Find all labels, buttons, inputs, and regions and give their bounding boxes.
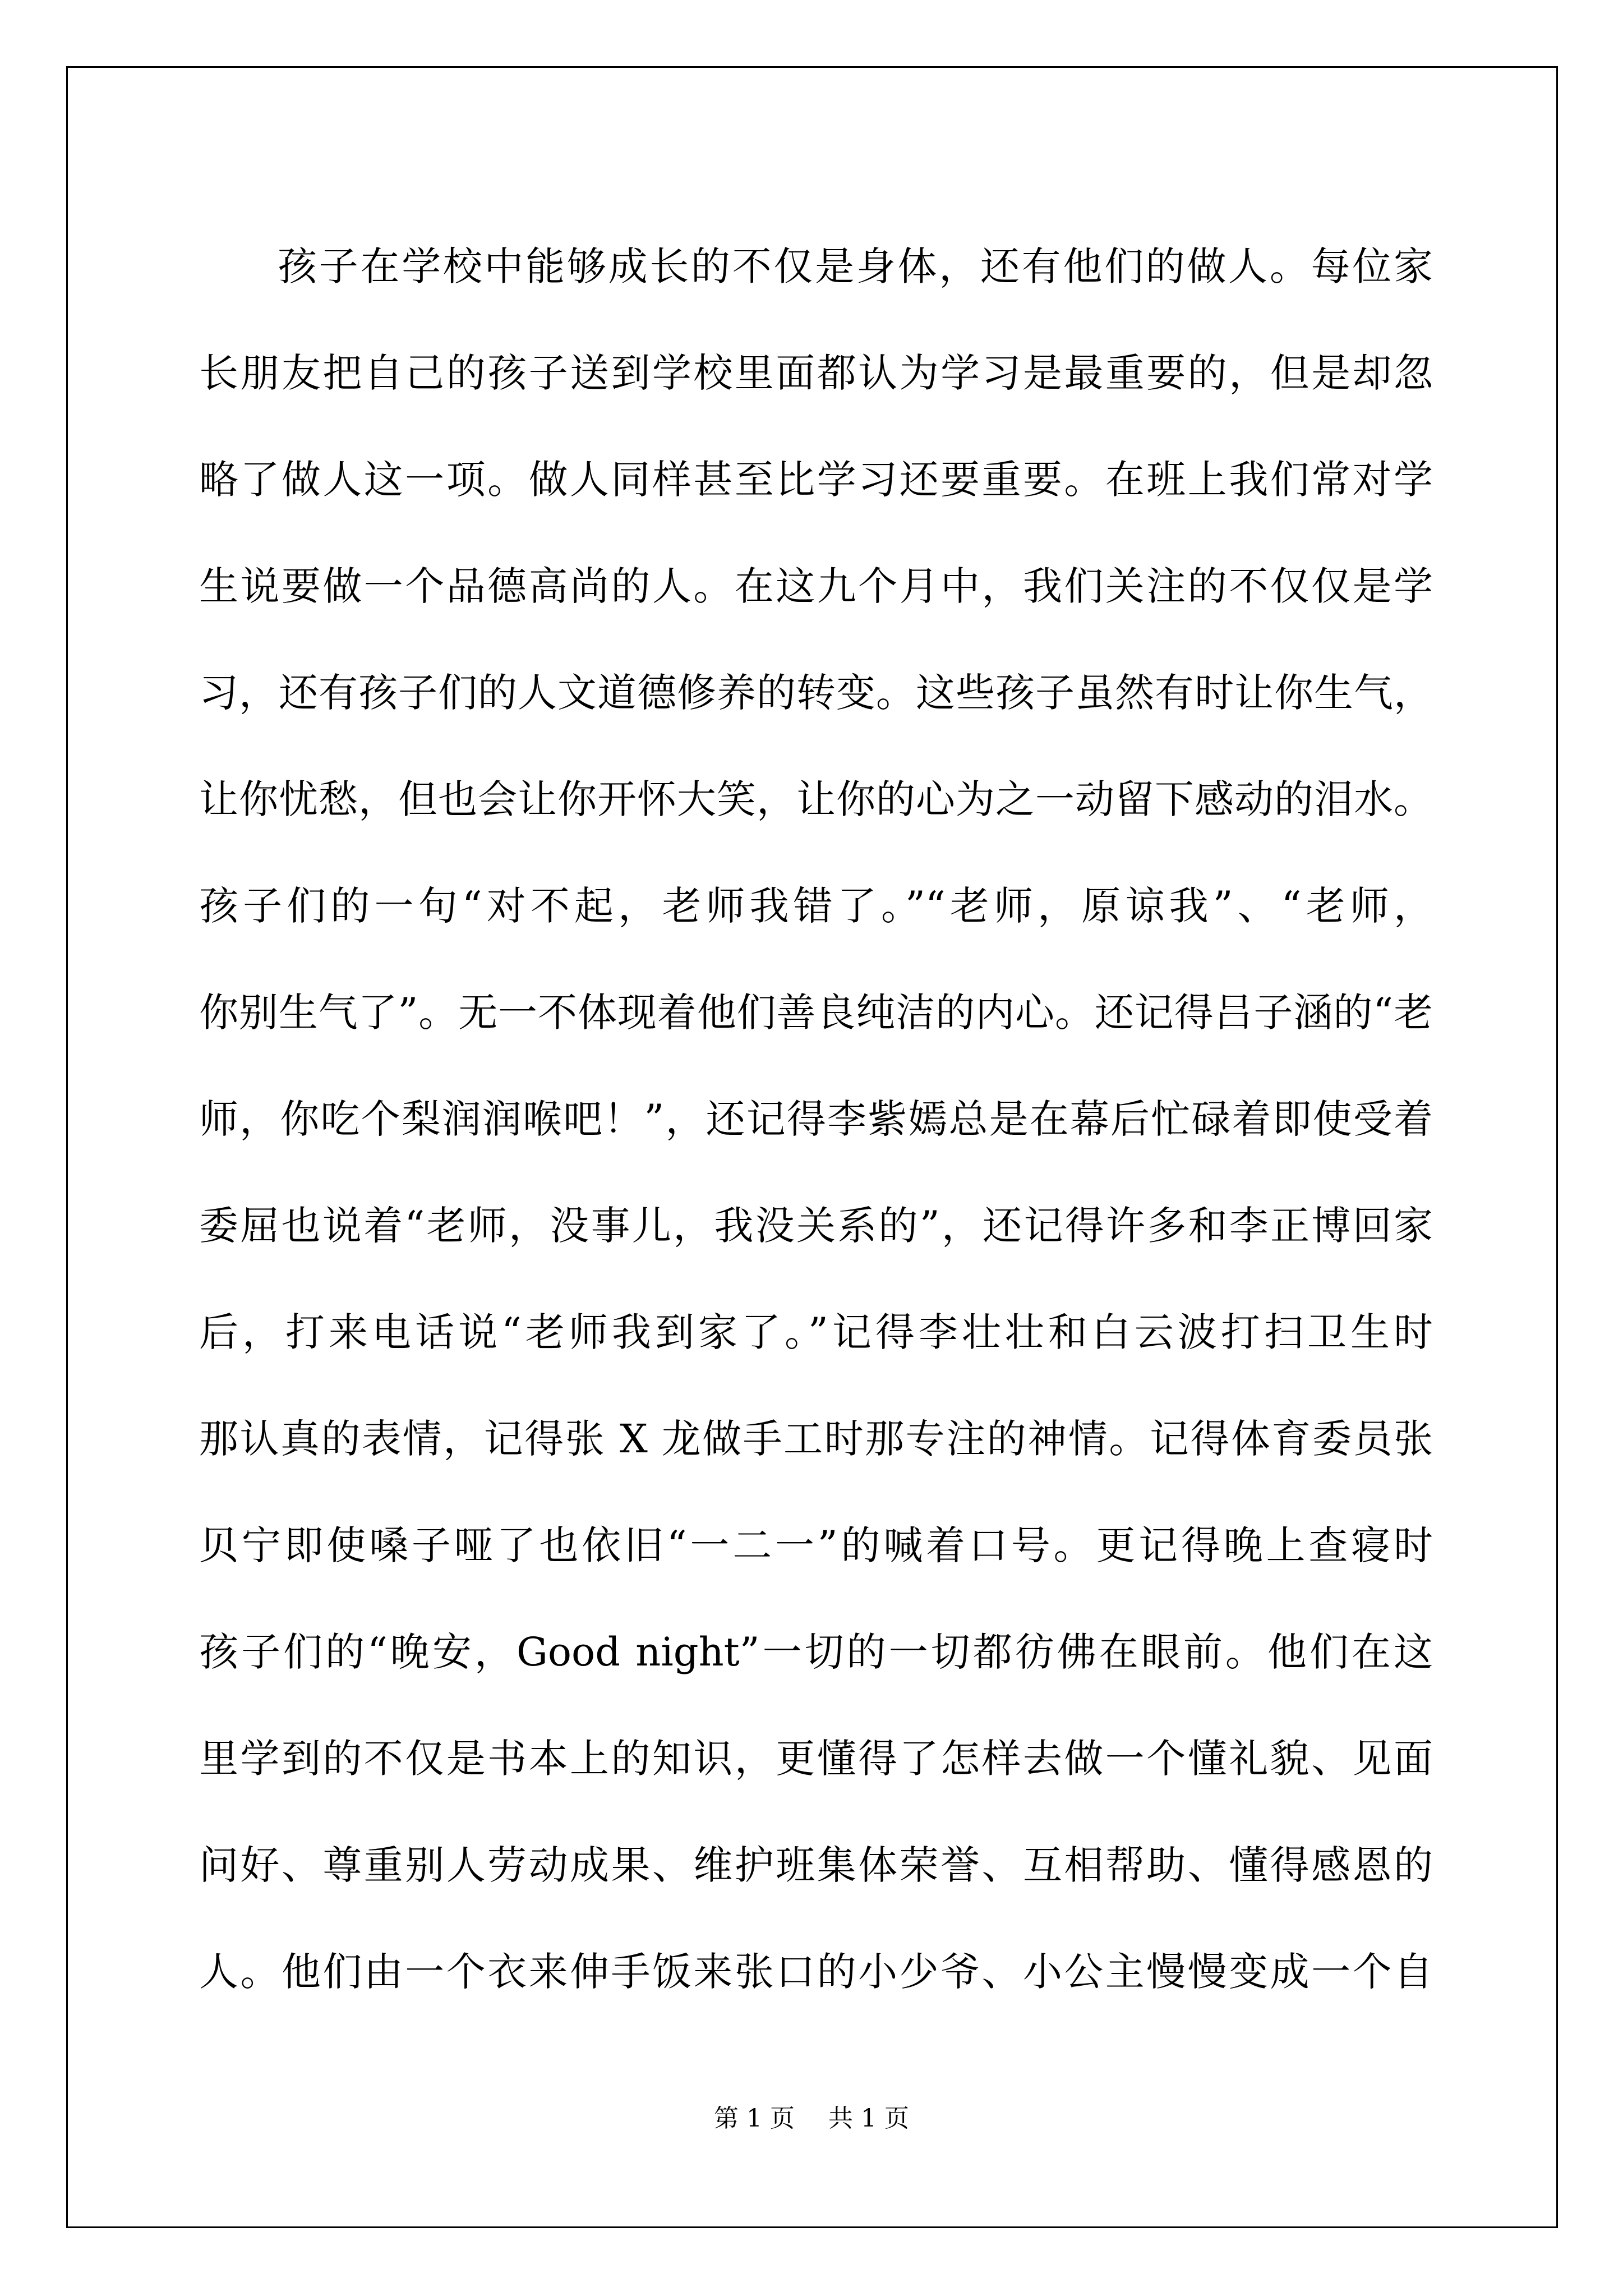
- paragraph-line: 贝宁即使嗓子哑了也依旧“一二一”的喊着口号。更记得晚上查寝时: [199, 1522, 1433, 1568]
- paragraph-line: 后，打来电话说“老师我到家了。”记得李壮壮和白云波打扫卫生时: [199, 1309, 1433, 1355]
- paragraph-line: 略了做人这一项。做人同样甚至比学习还要重要。在班上我们常对学: [199, 457, 1433, 503]
- paragraph-line: 师，你吃个梨润润喉吧！”，还记得李紫嫣总是在幕后忙碌着即使受着: [199, 1096, 1433, 1142]
- page-number-current: 第 1 页: [714, 2104, 795, 2133]
- paragraph-line: 里学到的不仅是书本上的知识，更懂得了怎样去做一个懂礼貌、见面: [199, 1736, 1433, 1782]
- paragraph-line: 那认真的表情，记得张 X 龙做手工时那专注的神情。记得体育委员张: [199, 1416, 1433, 1462]
- paragraph-line: 你别生气了”。无一不体现着他们善良纯洁的内心。还记得吕子涵的“老: [199, 990, 1433, 1036]
- paragraph-line: 孩子在学校中能够成长的不仅是身体，还有他们的做人。每位家: [278, 243, 1433, 289]
- paragraph-line: 孩子们的一句“对不起，老师我错了。”“老师，原谅我”、“老师，: [199, 883, 1433, 929]
- page-footer: [0, 2098, 1623, 2134]
- paragraph-line: 生说要做一个品德高尚的人。在这九个月中，我们关注的不仅仅是学: [199, 563, 1433, 609]
- document-body: [199, 213, 1433, 2025]
- paragraph-line: 习，还有孩子们的人文道德修养的转变。这些孩子虽然有时让你生气，: [199, 670, 1433, 716]
- paragraph-line: 让你忧愁，但也会让你开怀大笑，让你的心为之一动留下感动的泪水。: [199, 776, 1433, 822]
- paragraph-line: 委屈也说着“老师，没事儿，我没关系的”，还记得许多和李正博回家: [199, 1203, 1433, 1249]
- page-number-total: 共 1 页: [828, 2104, 909, 2133]
- paragraph-line: 人。他们由一个衣来伸手饭来张口的小少爷、小公主慢慢变成一个自: [199, 1949, 1433, 1995]
- paragraph-line: 孩子们的“晚安，Good night”一切的一切都彷佛在眼前。他们在这: [199, 1629, 1433, 1675]
- paragraph-line: 问好、尊重别人劳动成果、维护班集体荣誉、互相帮助、懂得感恩的: [199, 1842, 1433, 1888]
- paragraph-line: 长朋友把自己的孩子送到学校里面都认为学习是最重要的，但是却忽: [199, 350, 1433, 396]
